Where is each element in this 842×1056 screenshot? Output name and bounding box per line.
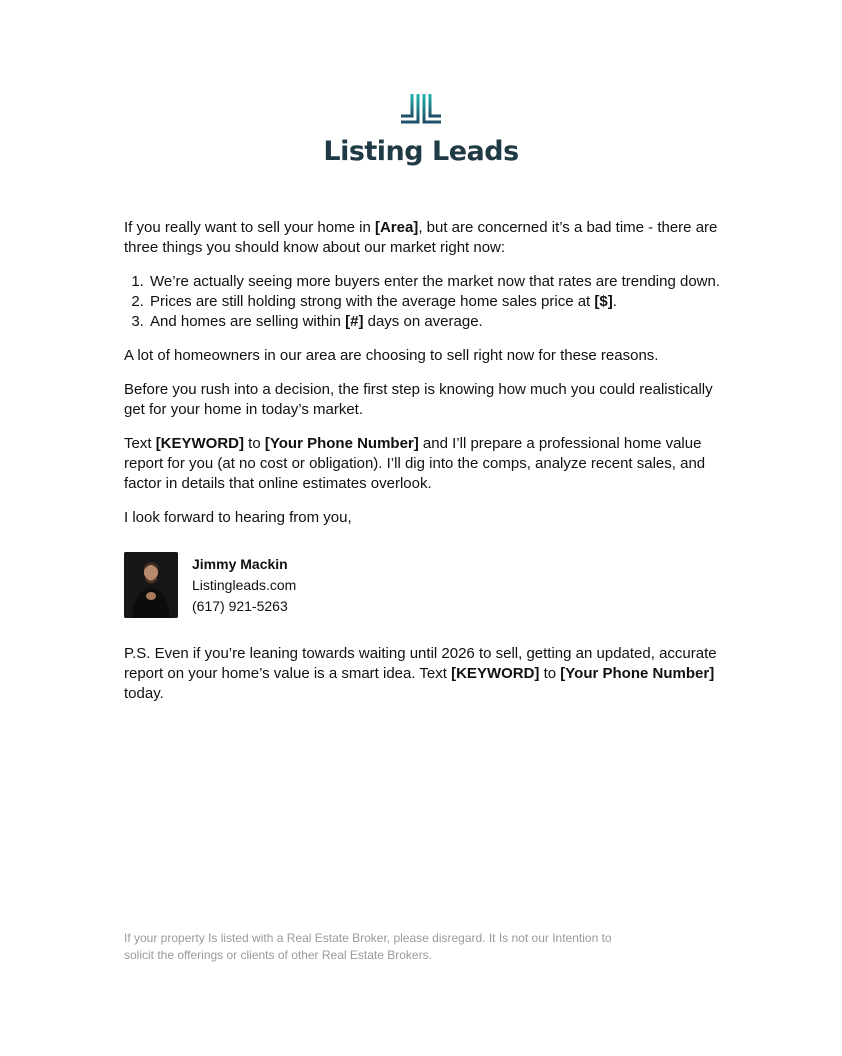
ps-text: P.S. Even if you’re leaning towards waiting until 2026 to sell, getting an updated, accurate report on your home’s value is a smart idea. Text [124,645,717,682]
intro-text-end: , but are concerned it’s a bad time - there are three things you should know about our market right now: [124,219,718,256]
agent-photo-icon [124,552,178,618]
brand-name: Listing Leads [323,136,519,167]
list-item-text: We’re actually seeing more buyers enter the market now that rates are trending down. [150,273,721,290]
postscript [124,644,724,704]
list-item [148,272,724,292]
paragraph-reasons: A lot of homeowners in our area are choosing to sell right now for these reasons. [124,347,659,364]
intro-paragraph [124,218,724,258]
paragraph-first-step: Before you rush into a decision, the first step is knowing how much you could realistically get for your home in today’s market. [124,381,713,418]
list-item [148,312,724,332]
reasons-list [124,272,724,332]
agent-phone: (617) 921-5263 [192,598,288,614]
list-item-text: Prices are still holding strong with the average home sales price at [150,293,595,310]
logo [0,92,842,167]
list-item-text-end: . [612,293,617,310]
cta-text-mid: to [244,435,265,452]
avatar [124,552,178,618]
ps-text-end: today. [124,685,164,702]
keyword-placeholder: [KEYWORD] [155,435,245,452]
ps-text-mid: to [539,665,561,682]
area-placeholder: [Area] [374,219,419,236]
list-item-text-end: days on average. [363,313,483,330]
price-placeholder: [$] [594,293,613,310]
closing-line: I look forward to hearing from you, [124,509,352,526]
intro-text: If you really want to sell your home in [124,219,375,236]
days-placeholder: [#] [345,313,364,330]
cta-text: Text [124,435,156,452]
ps-phone-placeholder: [Your Phone Number] [560,665,715,682]
signature-block [124,552,724,618]
listing-leads-logo-icon [399,92,443,130]
footer-disclaimer: If your property Is listed with a Real Estate Broker, please disregard. It Is not our Intention to solicit the offerings or clients of other Real Estate Brokers. [124,931,612,962]
cta-text-end: and I’ll prepare a professional home value report for you (at no cost or obligation). I’ll dig into the comps, analyze recent sales, and factor in details that online estimates overlook. [124,435,706,492]
agent-website: Listingleads.com [192,577,297,593]
letter-body [124,218,724,718]
paragraph-cta [124,434,724,494]
phone-placeholder: [Your Phone Number] [264,435,419,452]
signature-details [192,554,296,617]
agent-name: Jimmy Mackin [192,556,288,572]
list-item-text: And homes are selling within [150,313,346,330]
list-item [148,292,724,312]
ps-keyword-placeholder: [KEYWORD] [451,665,540,682]
